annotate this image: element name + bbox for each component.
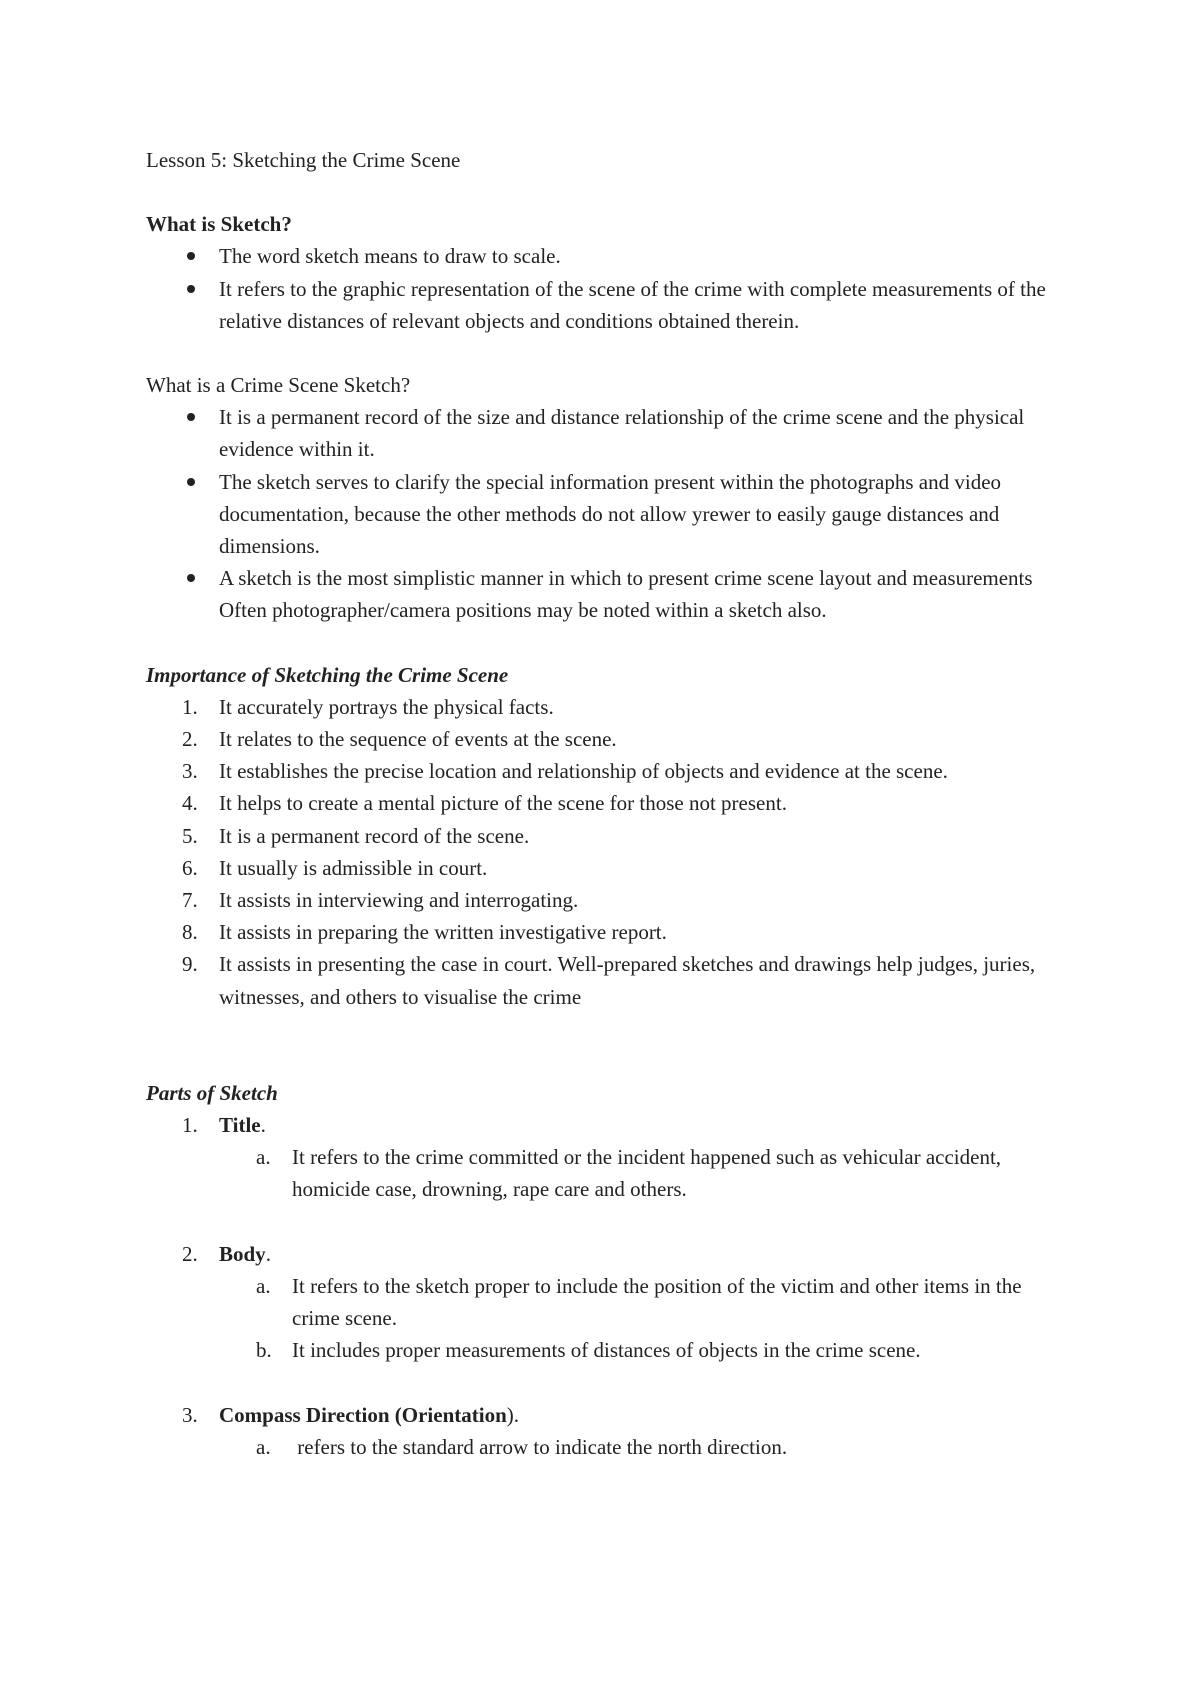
sub-item bbox=[146, 1334, 1046, 1366]
list-number: 4. bbox=[182, 791, 198, 816]
list-number: 7. bbox=[182, 888, 198, 913]
list-item bbox=[146, 916, 1046, 948]
list-item bbox=[146, 820, 1046, 852]
document-page bbox=[146, 144, 1046, 1463]
parts-heading: Parts of Sketch bbox=[146, 1080, 278, 1105]
bullet-icon bbox=[187, 574, 195, 582]
list-item-text: A sketch is the most simplistic manner in which to present crime scene layout and measurements Often photographer/camera positions may be noted within a sketch also. bbox=[219, 566, 1033, 623]
bullet-icon bbox=[187, 252, 195, 260]
list-number: 1. bbox=[182, 1113, 198, 1138]
sub-item bbox=[146, 1141, 1046, 1205]
list-item bbox=[146, 466, 1046, 563]
sub-letter: a. bbox=[256, 1145, 271, 1170]
list-number: 1. bbox=[182, 694, 198, 719]
what-is-sketch-list bbox=[146, 240, 1046, 337]
list-item bbox=[146, 723, 1046, 755]
sub-item bbox=[146, 1431, 1046, 1463]
sub-list bbox=[146, 1270, 1046, 1367]
importance-heading: Importance of Sketching the Crime Scene bbox=[146, 662, 509, 687]
list-item bbox=[146, 691, 1046, 723]
list-item-text: It helps to create a mental picture of the scene for those not present. bbox=[219, 791, 787, 816]
part-label: Compass Direction (Orientation bbox=[219, 1402, 507, 1427]
list-item bbox=[146, 401, 1046, 465]
list-item bbox=[146, 1238, 1046, 1367]
list-item-text: It establishes the precise location and relationship of objects and evidence at the scene. bbox=[219, 759, 948, 784]
lesson-title: Lesson 5: Sketching the Crime Scene bbox=[146, 148, 461, 172]
list-item-text: The sketch serves to clarify the special information present within the photographs and video documentation, because the other methods do not allow yrewer to easily gauge distances and dimensions. bbox=[219, 469, 1002, 559]
list-number: 3. bbox=[182, 1402, 198, 1427]
list-number: 6. bbox=[182, 855, 198, 880]
list-item-text: It assists in interviewing and interrogating. bbox=[219, 888, 579, 913]
sub-list bbox=[146, 1431, 1046, 1463]
list-item-text: It is a permanent record of the scene. bbox=[219, 823, 530, 848]
list-item-text: The word sketch means to draw to scale. bbox=[219, 244, 561, 269]
sub-letter: a. bbox=[256, 1434, 271, 1459]
part-title bbox=[219, 1242, 271, 1266]
list-number: 3. bbox=[182, 759, 198, 784]
part-suffix: . bbox=[265, 1241, 271, 1266]
list-item-text: It assists in preparing the written investigative report. bbox=[219, 920, 667, 945]
part-suffix: ). bbox=[506, 1402, 520, 1427]
list-item-text: It relates to the sequence of events at the scene. bbox=[219, 727, 617, 752]
sub-letter: a. bbox=[256, 1273, 271, 1298]
list-item bbox=[146, 1399, 1046, 1463]
crime-scene-sketch-heading: What is a Crime Scene Sketch? bbox=[146, 373, 411, 398]
what-is-sketch-heading: What is Sketch? bbox=[146, 212, 292, 237]
parts-list bbox=[146, 1109, 1046, 1463]
list-item bbox=[146, 852, 1046, 884]
sub-letter: b. bbox=[256, 1338, 272, 1363]
part-title bbox=[219, 1113, 266, 1137]
part-label: Body bbox=[219, 1241, 266, 1266]
sub-list bbox=[146, 1141, 1046, 1205]
list-item bbox=[146, 787, 1046, 819]
list-item bbox=[146, 273, 1046, 337]
bullet-icon bbox=[187, 285, 195, 293]
list-item bbox=[146, 1109, 1046, 1206]
sub-item-text: It refers to the crime committed or the incident happened such as vehicular accident, homicide case, drowning, rape care and others. bbox=[292, 1145, 1002, 1202]
list-item bbox=[146, 240, 1046, 272]
part-label: Title bbox=[219, 1113, 261, 1138]
list-number: 9. bbox=[182, 952, 198, 977]
list-number: 5. bbox=[182, 823, 198, 848]
list-number: 2. bbox=[182, 727, 198, 752]
sub-item bbox=[146, 1270, 1046, 1334]
list-item-text: It is a permanent record of the size and distance relationship of the crime scene and the physical evidence within it. bbox=[219, 405, 1025, 462]
sub-item-text: It includes proper measurements of distances of objects in the crime scene. bbox=[292, 1338, 921, 1363]
list-item-text: It usually is admissible in court. bbox=[219, 855, 488, 880]
crime-scene-sketch-list bbox=[146, 401, 1046, 626]
list-item bbox=[146, 948, 1046, 1012]
part-title bbox=[219, 1403, 519, 1427]
list-number: 2. bbox=[182, 1241, 198, 1266]
sub-item-text: It refers to the sketch proper to include the position of the victim and other items in the crime scene. bbox=[292, 1273, 1022, 1331]
bullet-icon bbox=[187, 413, 195, 421]
list-number: 8. bbox=[182, 920, 198, 945]
sub-item-text: refers to the standard arrow to indicate the north direction. bbox=[292, 1434, 788, 1459]
list-item-text: It assists in presenting the case in court. Well-prepared sketches and drawings help judges, juries, witnesses, and others to visualise the crime bbox=[219, 952, 1036, 1009]
list-item-text: It accurately portrays the physical facts. bbox=[219, 694, 554, 719]
importance-list bbox=[146, 691, 1046, 1013]
list-item-text: It refers to the graphic representation of the scene of the crime with complete measurements of the relative distances of relevant objects and conditions obtained therein. bbox=[219, 276, 1046, 333]
list-item bbox=[146, 884, 1046, 916]
list-item bbox=[146, 562, 1046, 626]
list-item bbox=[146, 755, 1046, 787]
bullet-icon bbox=[187, 478, 195, 486]
part-suffix: . bbox=[260, 1113, 266, 1138]
